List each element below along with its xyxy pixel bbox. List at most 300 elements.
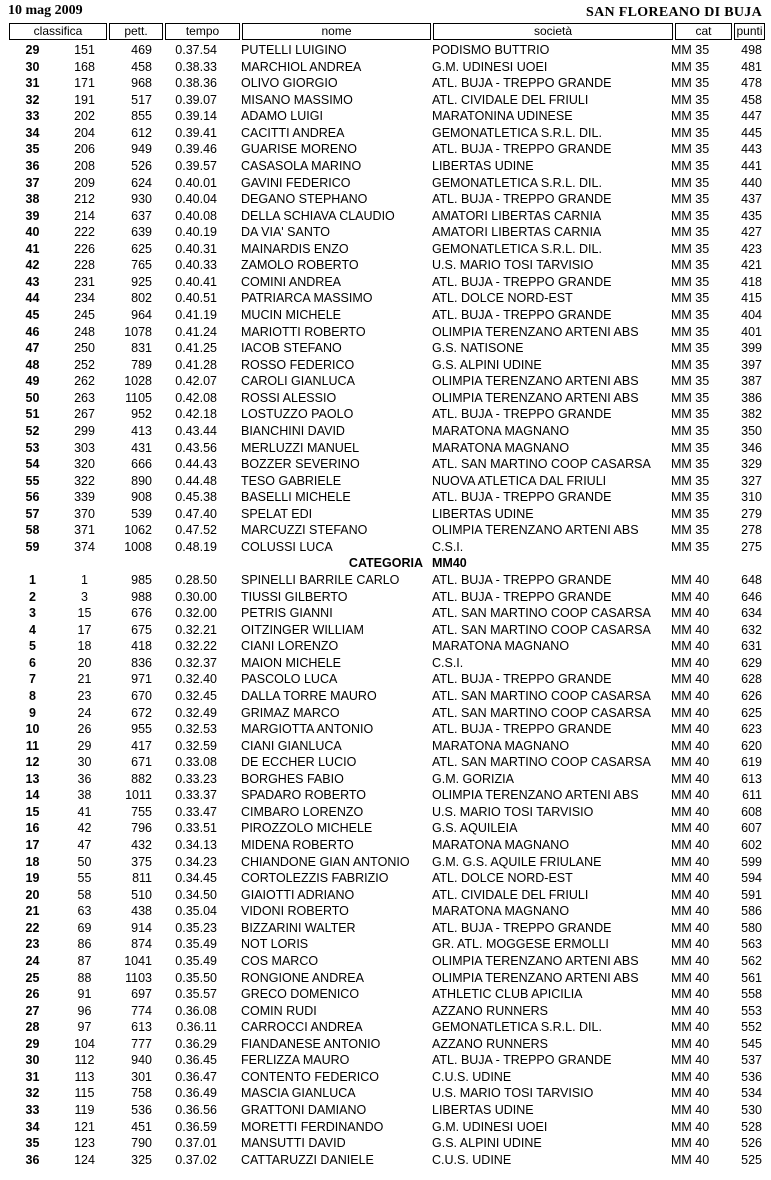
time-cell: 0.36.47 <box>175 1069 217 1084</box>
club-cell: G.M. UDINESI UOEI <box>432 1119 548 1134</box>
table-row <box>0 837 771 854</box>
time-cell: 0.40.19 <box>175 225 217 240</box>
name-cell: FERLIZZA MAURO <box>241 1053 350 1068</box>
overall-place-cell: 339 <box>74 490 95 505</box>
club-cell: G.S. NATISONE <box>432 341 524 356</box>
points-cell: 534 <box>741 1086 762 1101</box>
points-cell: 478 <box>741 76 762 91</box>
club-cell: ATL. BUJA - TREPPO GRANDE <box>432 1053 612 1068</box>
time-cell: 0.33.37 <box>175 788 217 803</box>
points-cell: 623 <box>741 722 762 737</box>
category-cell: MM 35 <box>671 407 710 422</box>
bib-cell: 666 <box>131 457 152 472</box>
rank-cell: 57 <box>25 506 40 521</box>
time-cell: 0.32.53 <box>175 722 217 737</box>
club-cell: OLIMPIA TERENZANO ARTENI ABS <box>432 523 639 538</box>
time-cell: 0.45.38 <box>175 490 217 505</box>
rank-cell: 41 <box>25 241 40 256</box>
bib-cell: 676 <box>131 606 152 621</box>
bib-cell: 1028 <box>124 374 152 389</box>
table-row <box>0 970 771 987</box>
table-row <box>0 456 771 473</box>
bib-cell: 1103 <box>125 970 152 985</box>
col-societa: società <box>433 23 673 40</box>
rank-cell: 20 <box>25 887 40 902</box>
time-cell: 0.32.22 <box>175 639 217 654</box>
name-cell: MARCUZZI STEFANO <box>241 523 368 538</box>
table-row <box>0 622 771 639</box>
overall-place-cell: 17 <box>77 622 92 637</box>
club-cell: MARATONA MAGNANO <box>432 904 570 919</box>
bib-cell: 789 <box>131 357 152 372</box>
overall-place-cell: 299 <box>74 423 95 438</box>
points-cell: 481 <box>741 59 762 74</box>
club-cell: G.M. GORIZIA <box>432 771 514 786</box>
points-cell: 346 <box>741 440 762 455</box>
rank-cell: 4 <box>29 622 36 637</box>
name-cell: CIMBARO LORENZO <box>241 804 364 819</box>
name-cell: CACITTI ANDREA <box>241 125 345 140</box>
points-cell: 310 <box>741 490 762 505</box>
overall-place-cell: 250 <box>74 341 95 356</box>
category-cell: MM 40 <box>671 871 710 886</box>
time-cell: 0.32.37 <box>175 655 217 670</box>
category-cell: MM 40 <box>671 688 710 703</box>
time-cell: 0.42.07 <box>175 374 217 389</box>
category-cell: MM 35 <box>671 59 710 74</box>
bib-cell: 672 <box>131 705 152 720</box>
table-row <box>0 1102 771 1119</box>
club-cell: AZZANO RUNNERS <box>432 1036 548 1051</box>
time-cell: 0.33.08 <box>175 755 217 770</box>
rank-cell: 29 <box>25 43 40 57</box>
points-cell: 278 <box>741 523 762 538</box>
category-cell: MM 35 <box>671 390 710 405</box>
club-cell: U.S. MARIO TOSI TARVISIO <box>432 1086 594 1101</box>
time-cell: 0.48.19 <box>175 539 217 554</box>
bib-cell: 890 <box>131 473 152 488</box>
rank-cell: 40 <box>25 225 40 240</box>
time-cell: 0.32.00 <box>175 606 217 621</box>
name-cell: CATTARUZZI DANIELE <box>241 1152 374 1167</box>
rank-cell: 56 <box>25 490 40 505</box>
time-cell: 0.36.59 <box>175 1119 217 1134</box>
rank-cell: 46 <box>25 324 40 339</box>
points-cell: 404 <box>741 308 762 322</box>
name-cell: COLUSSI LUCA <box>241 539 333 554</box>
time-cell: 0.37.02 <box>175 1152 217 1167</box>
table-row <box>0 1119 771 1136</box>
club-cell: AMATORI LIBERTAS CARNIA <box>432 225 602 240</box>
category-cell: MM 40 <box>671 987 710 1002</box>
name-cell: CIANI LORENZO <box>241 639 339 654</box>
overall-place-cell: 252 <box>74 357 95 372</box>
table-row <box>0 605 771 622</box>
bib-cell: 836 <box>131 655 152 670</box>
category-cell: MM 40 <box>671 1119 710 1134</box>
table-row <box>0 406 771 423</box>
rank-cell: 34 <box>25 1119 40 1134</box>
rank-cell: 44 <box>25 291 40 306</box>
bib-cell: 539 <box>131 506 152 521</box>
overall-place-cell: 55 <box>77 871 92 886</box>
table-row <box>0 59 771 76</box>
time-cell: 0.47.40 <box>175 506 217 521</box>
rank-cell: 59 <box>25 539 40 554</box>
points-cell: 423 <box>741 241 762 256</box>
bib-cell: 1078 <box>124 324 152 339</box>
bib-cell: 1011 <box>125 788 152 803</box>
points-cell: 599 <box>741 854 762 869</box>
club-cell: ATL. BUJA - TREPPO GRANDE <box>432 573 612 587</box>
points-cell: 626 <box>741 688 762 703</box>
points-cell: 562 <box>741 953 762 968</box>
points-cell: 447 <box>741 109 762 124</box>
table-row <box>0 373 771 390</box>
points-cell: 629 <box>741 655 762 670</box>
points-cell: 440 <box>741 175 762 190</box>
points-cell: 415 <box>741 291 762 306</box>
club-cell: ATL. SAN MARTINO COOP CASARSA <box>432 457 651 472</box>
rank-cell: 1 <box>29 573 36 587</box>
bib-cell: 949 <box>131 142 152 157</box>
rank-cell: 36 <box>25 1152 40 1167</box>
table-row <box>0 953 771 970</box>
name-cell: BOZZER SEVERINO <box>241 457 360 472</box>
overall-place-cell: 104 <box>74 1036 95 1051</box>
time-cell: 0.33.47 <box>175 804 217 819</box>
rank-cell: 16 <box>25 821 40 836</box>
category-cell: MM 35 <box>671 158 710 173</box>
time-cell: 0.32.40 <box>175 672 217 687</box>
table-row <box>0 158 771 175</box>
rank-cell: 51 <box>25 407 40 422</box>
time-cell: 0.40.04 <box>175 192 217 207</box>
rank-cell: 37 <box>25 175 40 190</box>
time-cell: 0.43.56 <box>175 440 217 455</box>
rank-cell: 28 <box>25 1020 40 1035</box>
rank-cell: 43 <box>25 274 40 289</box>
name-cell: SPINELLI BARRILE CARLO <box>241 573 400 587</box>
name-cell: MUCIN MICHELE <box>241 308 342 322</box>
table-row <box>0 274 771 291</box>
name-cell: MAINARDIS ENZO <box>241 241 349 256</box>
points-cell: 591 <box>741 887 762 902</box>
category-cell: MM 40 <box>671 639 710 654</box>
club-cell: ATL. BUJA - TREPPO GRANDE <box>432 672 612 687</box>
rank-cell: 34 <box>25 125 40 140</box>
table-row <box>0 1003 771 1020</box>
name-cell: PUTELLI LUIGINO <box>241 43 347 57</box>
category-cell: MM 35 <box>671 490 710 505</box>
category-cell: MM 40 <box>671 854 710 869</box>
bib-cell: 301 <box>131 1069 152 1084</box>
rank-cell: 7 <box>29 672 36 687</box>
rank-cell: 12 <box>25 755 40 770</box>
category-cell: MM 35 <box>671 308 710 322</box>
category-cell: MM 40 <box>671 1053 710 1068</box>
rank-cell: 33 <box>25 109 40 124</box>
rank-cell: 29 <box>25 1036 40 1051</box>
points-cell: 607 <box>741 821 762 836</box>
table-row <box>0 224 771 241</box>
category-cell: MM 35 <box>671 109 710 124</box>
overall-place-cell: 208 <box>74 158 95 173</box>
time-cell: 0.32.49 <box>175 705 217 720</box>
points-cell: 646 <box>741 589 762 604</box>
points-cell: 443 <box>741 142 762 157</box>
table-row <box>0 936 771 953</box>
club-cell: ATL. SAN MARTINO COOP CASARSA <box>432 755 651 770</box>
overall-place-cell: 38 <box>77 788 92 803</box>
time-cell: 0.36.49 <box>175 1086 217 1101</box>
name-cell: GRIMAZ MARCO <box>241 705 340 720</box>
time-cell: 0.40.33 <box>175 258 217 273</box>
overall-place-cell: 23 <box>77 688 92 703</box>
overall-place-cell: 24 <box>77 705 92 720</box>
rank-cell: 6 <box>29 655 36 670</box>
table-row <box>0 324 771 341</box>
club-cell: ATL. BUJA - TREPPO GRANDE <box>432 722 612 737</box>
club-cell: ATL. SAN MARTINO COOP CASARSA <box>432 688 651 703</box>
club-cell: OLIMPIA TERENZANO ARTENI ABS <box>432 788 639 803</box>
overall-place-cell: 96 <box>77 1003 92 1018</box>
points-cell: 586 <box>741 904 762 919</box>
time-cell: 0.44.48 <box>175 473 217 488</box>
name-cell: GIAIOTTI ADRIANO <box>241 887 355 902</box>
overall-place-cell: 214 <box>74 208 95 223</box>
overall-place-cell: 50 <box>77 854 92 869</box>
bib-cell: 675 <box>131 622 152 637</box>
category-cell: MM 40 <box>671 755 710 770</box>
table-row <box>0 423 771 440</box>
table-row <box>0 854 771 871</box>
points-cell: 528 <box>741 1119 762 1134</box>
club-cell: GEMONATLETICA S.R.L. DIL. <box>432 1020 602 1035</box>
bib-cell: 510 <box>131 887 152 902</box>
name-cell: BASELLI MICHELE <box>241 490 351 505</box>
bib-cell: 940 <box>131 1053 152 1068</box>
table-row <box>0 572 771 589</box>
rank-cell: 26 <box>25 987 40 1002</box>
overall-place-cell: 63 <box>77 904 92 919</box>
bib-cell: 1062 <box>124 523 152 538</box>
name-cell: COS MARCO <box>241 953 319 968</box>
table-row <box>0 241 771 258</box>
bib-cell: 624 <box>131 175 152 190</box>
club-cell: ATL. DOLCE NORD-EST <box>432 871 573 886</box>
bib-cell: 526 <box>131 158 152 173</box>
bib-cell: 790 <box>131 1136 152 1151</box>
rank-cell: 24 <box>25 953 40 968</box>
name-cell: ROSSO FEDERICO <box>241 357 355 372</box>
category-cell: MM 40 <box>671 1036 710 1051</box>
overall-place-cell: 121 <box>74 1119 95 1134</box>
points-cell: 632 <box>741 622 762 637</box>
points-cell: 553 <box>741 1003 762 1018</box>
name-cell: BIZZARINI WALTER <box>241 920 356 935</box>
points-cell: 619 <box>741 755 762 770</box>
overall-place-cell: 113 <box>74 1069 95 1084</box>
event-title: SAN FLOREANO DI BUJA <box>586 5 762 20</box>
time-cell: 0.43.44 <box>175 423 217 438</box>
name-cell: CORTOLEZZIS FABRIZIO <box>241 871 389 886</box>
category-cell: MM 35 <box>671 142 710 157</box>
club-cell: GEMONATLETICA S.R.L. DIL. <box>432 175 602 190</box>
results-group-mm35 <box>0 42 771 555</box>
time-cell: 0.40.31 <box>175 241 217 256</box>
club-cell: MARATONA MAGNANO <box>432 738 570 753</box>
club-cell: ATL. SAN MARTINO COOP CASARSA <box>432 705 651 720</box>
rank-cell: 27 <box>25 1003 40 1018</box>
category-cell: MM 35 <box>671 76 710 91</box>
category-cell: MM 35 <box>671 357 710 372</box>
club-cell: ATL. DOLCE NORD-EST <box>432 291 573 306</box>
rank-cell: 9 <box>29 705 36 720</box>
bib-cell: 758 <box>131 1086 152 1101</box>
category-cell: MM 40 <box>671 953 710 968</box>
table-row <box>0 986 771 1003</box>
bib-cell: 670 <box>131 688 152 703</box>
table-row <box>0 440 771 457</box>
overall-place-cell: 191 <box>74 92 95 107</box>
bib-cell: 925 <box>131 274 152 289</box>
bib-cell: 831 <box>131 341 152 356</box>
rank-cell: 22 <box>25 920 40 935</box>
category-cell: MM 35 <box>671 539 710 554</box>
overall-place-cell: 29 <box>77 738 92 753</box>
rank-cell: 30 <box>25 1053 40 1068</box>
points-cell: 537 <box>741 1053 762 1068</box>
club-cell: ATL. BUJA - TREPPO GRANDE <box>432 142 612 157</box>
name-cell: CASASOLA MARINO <box>241 158 362 173</box>
category-cell: MM 35 <box>671 523 710 538</box>
points-cell: 602 <box>741 838 762 852</box>
overall-place-cell: 18 <box>77 639 92 654</box>
name-cell: MIDENA ROBERTO <box>241 838 354 852</box>
name-cell: CONTENTO FEDERICO <box>241 1069 379 1084</box>
time-cell: 0.40.01 <box>175 175 217 190</box>
name-cell: CHIANDONE GIAN ANTONIO <box>241 854 410 869</box>
time-cell: 0.36.08 <box>175 1003 217 1018</box>
points-cell: 397 <box>741 357 762 372</box>
category-cell: MM 40 <box>671 788 710 803</box>
overall-place-cell: 234 <box>74 291 95 306</box>
table-row <box>0 1152 771 1169</box>
rank-cell: 58 <box>25 523 40 538</box>
points-cell: 525 <box>741 1152 762 1167</box>
category-row <box>0 555 771 572</box>
club-cell: LIBERTAS UDINE <box>432 1103 534 1117</box>
points-cell: 552 <box>741 1020 762 1035</box>
bib-cell: 777 <box>131 1036 152 1051</box>
club-cell: GR. ATL. MOGGESE ERMOLLI <box>432 937 609 952</box>
table-row <box>0 191 771 208</box>
rank-cell: 42 <box>25 258 40 273</box>
column-header-row <box>9 23 765 40</box>
time-cell: 0.42.08 <box>175 390 217 405</box>
club-cell: G.S. ALPINI UDINE <box>432 357 542 372</box>
category-cell: MM 35 <box>671 125 710 140</box>
name-cell: NOT LORIS <box>241 937 309 952</box>
overall-place-cell: 262 <box>74 374 95 389</box>
overall-place-cell: 3 <box>81 589 88 604</box>
category-value: MM40 <box>432 556 467 571</box>
category-cell: MM 40 <box>671 589 710 604</box>
rank-cell: 25 <box>25 970 40 985</box>
table-row <box>0 340 771 357</box>
category-cell: MM 40 <box>671 1103 710 1117</box>
points-cell: 631 <box>741 639 762 654</box>
category-cell: MM 35 <box>671 291 710 306</box>
category-cell: MM 40 <box>671 804 710 819</box>
club-cell: OLIMPIA TERENZANO ARTENI ABS <box>432 953 639 968</box>
points-cell: 558 <box>741 987 762 1002</box>
rank-cell: 15 <box>25 804 40 819</box>
table-row <box>0 307 771 324</box>
table-row <box>0 771 771 788</box>
name-cell: CIANI GIANLUCA <box>241 738 342 753</box>
time-cell: 0.35.49 <box>175 953 217 968</box>
club-cell: C.U.S. UDINE <box>432 1152 512 1167</box>
table-row <box>0 671 771 688</box>
col-punti: punti <box>734 23 765 40</box>
time-cell: 0.34.45 <box>175 871 217 886</box>
rank-cell: 19 <box>25 871 40 886</box>
rank-cell: 39 <box>25 208 40 223</box>
time-cell: 0.39.07 <box>175 92 217 107</box>
name-cell: IACOB STEFANO <box>241 341 342 356</box>
table-row <box>0 787 771 804</box>
time-cell: 0.37.01 <box>175 1136 217 1151</box>
bib-cell: 375 <box>131 854 152 869</box>
rank-cell: 48 <box>25 357 40 372</box>
club-cell: C.S.I. <box>432 539 464 554</box>
overall-place-cell: 41 <box>77 804 92 819</box>
points-cell: 435 <box>741 208 762 223</box>
table-row <box>0 721 771 738</box>
col-tempo: tempo <box>165 23 240 40</box>
club-cell: MARATONA MAGNANO <box>432 639 570 654</box>
name-cell: GRATTONI DAMIANO <box>241 1103 367 1117</box>
name-cell: MARGIOTTA ANTONIO <box>241 722 374 737</box>
points-cell: 386 <box>741 390 762 405</box>
bib-cell: 930 <box>131 192 152 207</box>
name-cell: DA VIA' SANTO <box>241 225 330 240</box>
bib-cell: 438 <box>131 904 152 919</box>
name-cell: TIUSSI GILBERTO <box>241 589 348 604</box>
name-cell: DE ECCHER LUCIO <box>241 755 357 770</box>
rank-cell: 45 <box>25 308 40 322</box>
name-cell: MARIOTTI ROBERTO <box>241 324 366 339</box>
rank-cell: 14 <box>25 788 40 803</box>
overall-place-cell: 42 <box>77 821 92 836</box>
overall-place-cell: 124 <box>74 1152 95 1167</box>
club-cell: ATL. BUJA - TREPPO GRANDE <box>432 308 612 322</box>
name-cell: VIDONI ROBERTO <box>241 904 349 919</box>
time-cell: 0.47.52 <box>175 523 217 538</box>
time-cell: 0.33.51 <box>175 821 217 836</box>
overall-place-cell: 97 <box>77 1020 92 1035</box>
overall-place-cell: 320 <box>74 457 95 472</box>
category-cell: MM 35 <box>671 225 710 240</box>
points-cell: 545 <box>741 1036 762 1051</box>
club-cell: ATHLETIC CLUB APICILIA <box>432 987 583 1002</box>
time-cell: 0.35.50 <box>175 970 217 985</box>
club-cell: GEMONATLETICA S.R.L. DIL. <box>432 241 602 256</box>
bib-cell: 625 <box>131 241 152 256</box>
results-group-mm40 <box>0 572 771 1168</box>
